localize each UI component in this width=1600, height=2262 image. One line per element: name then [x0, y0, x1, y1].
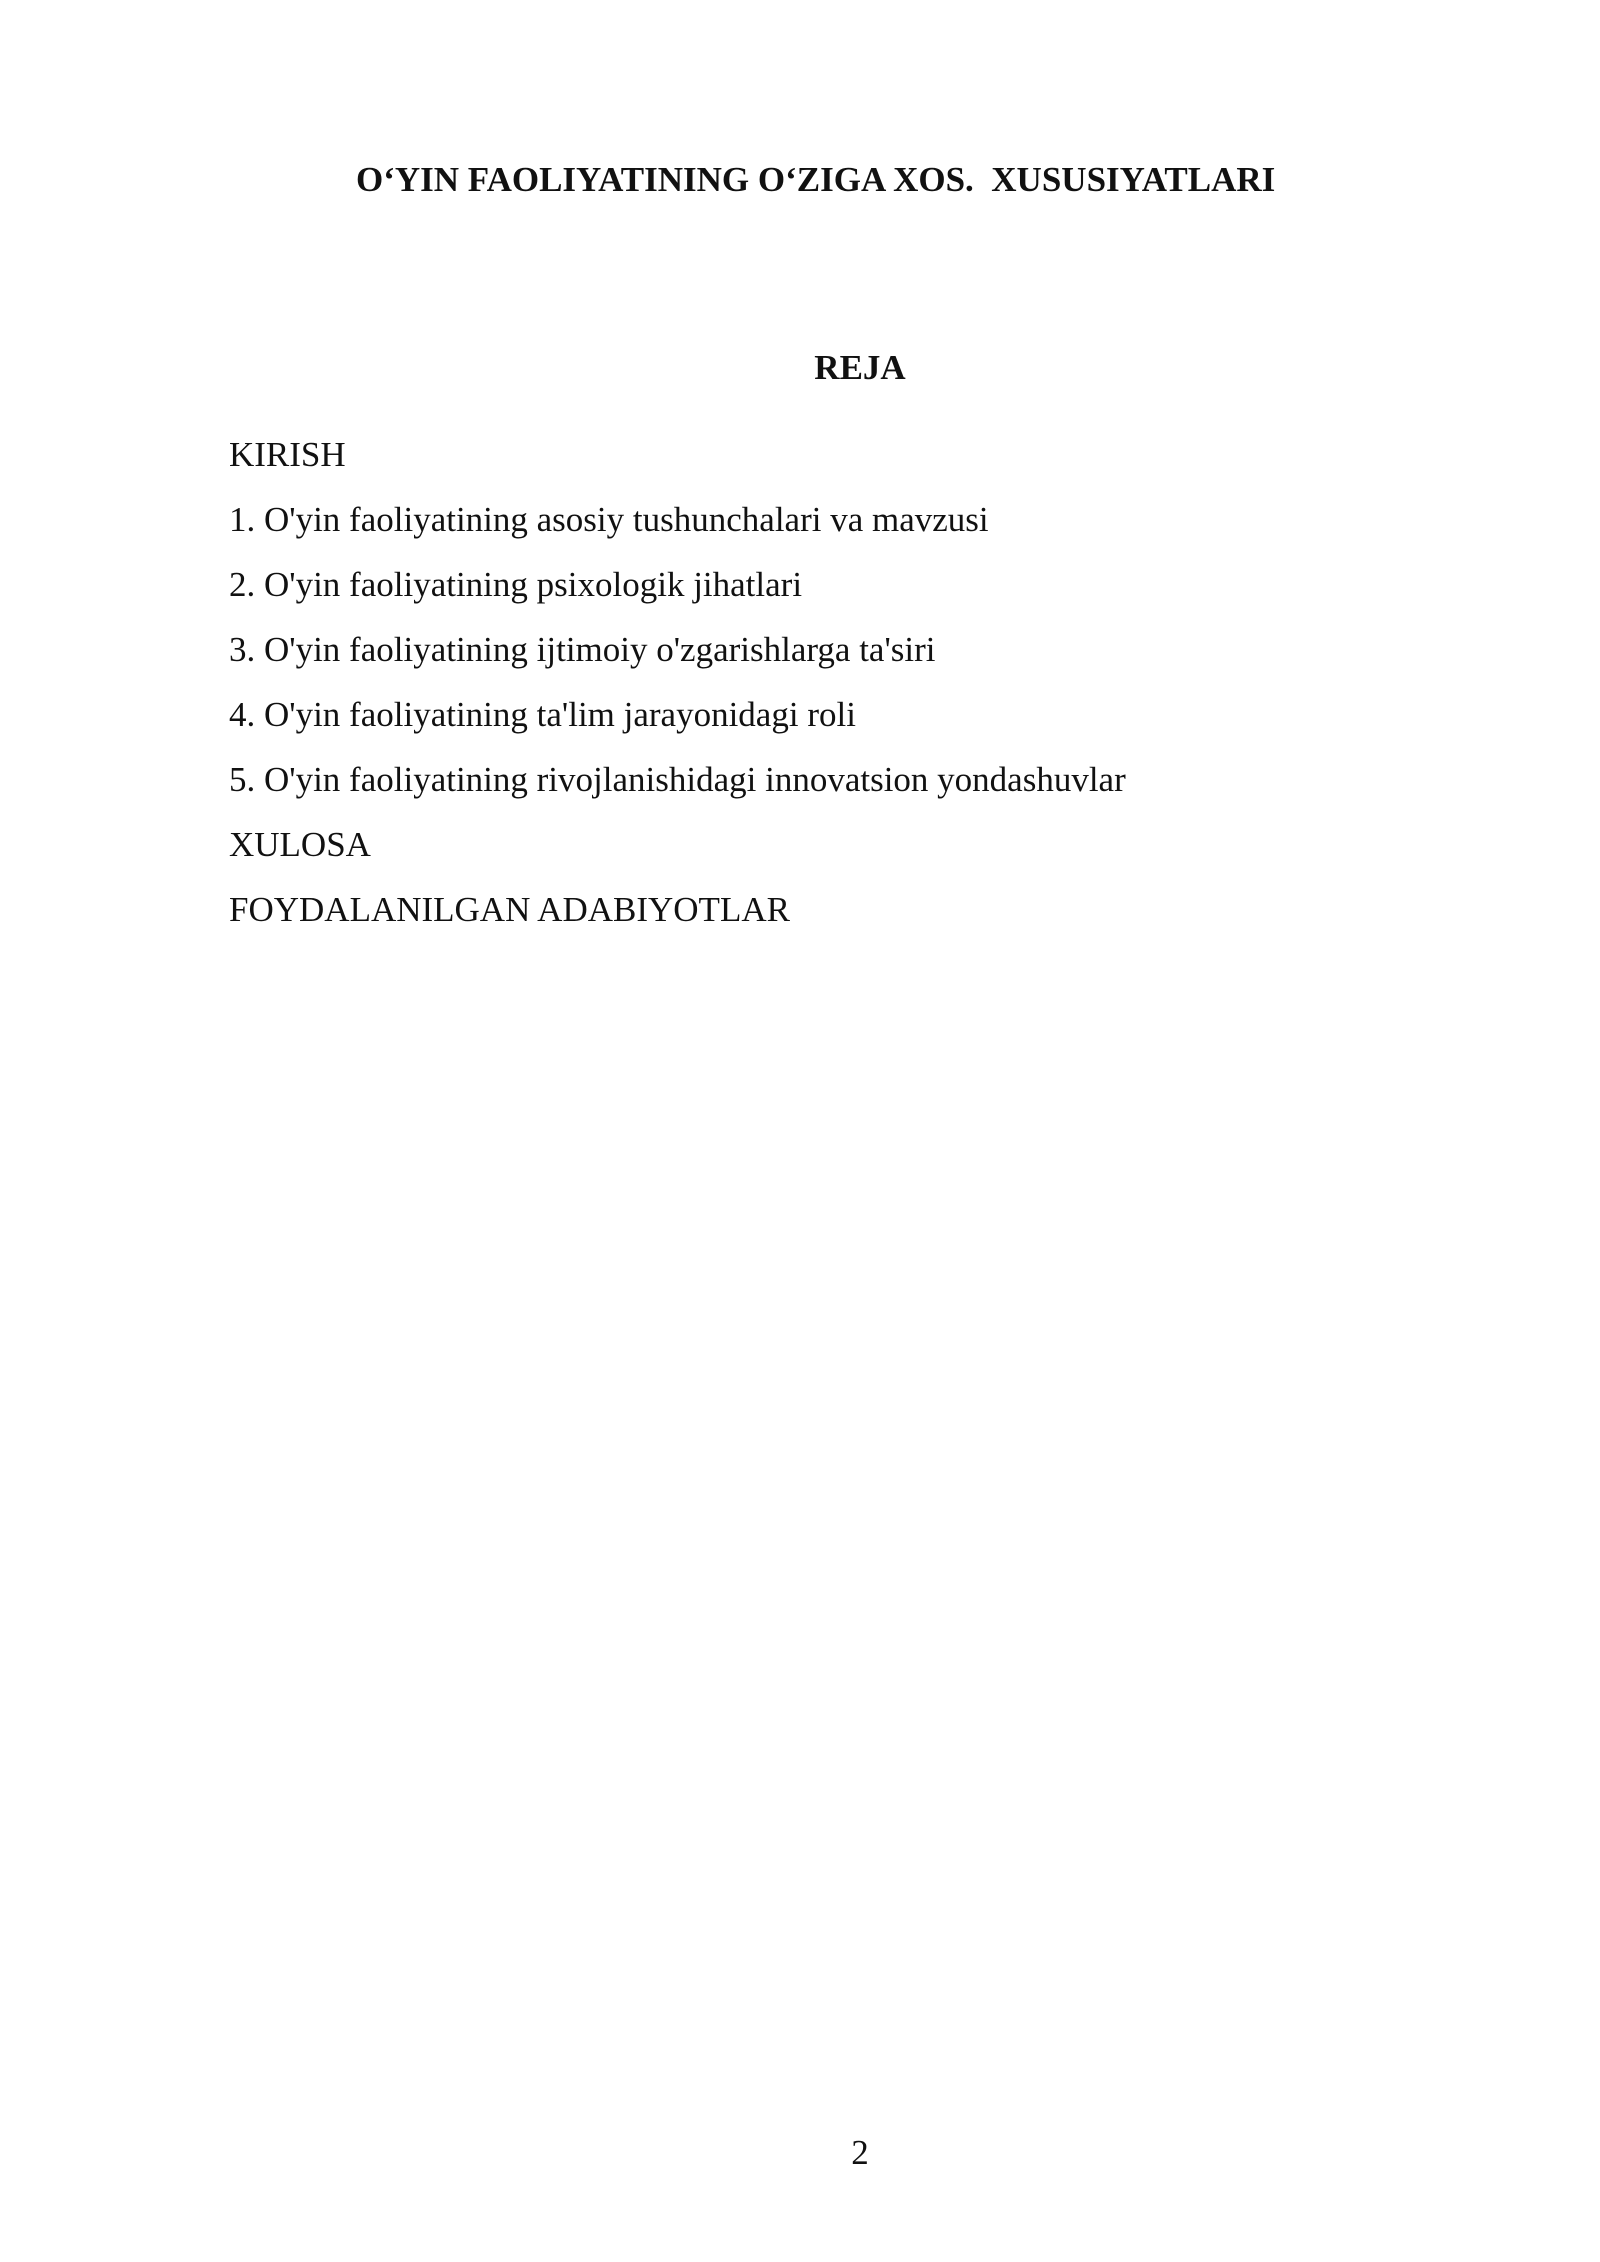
plan-item-4: 4. O'yin faoliyatining ta'lim jarayonidagi roli	[229, 695, 856, 734]
document-title: O‘YIN FAOLIYATINING O‘ZIGA XOS. XUSUSIYATLARI	[356, 160, 1276, 199]
plan-item-3: 3. O'yin faoliyatining ijtimoiy o'zgarishlarga ta'siri	[229, 630, 936, 669]
page-number: 2	[851, 2133, 869, 2172]
plan-item-references: FOYDALANILGAN ADABIYOTLAR	[229, 890, 790, 929]
plan-list	[229, 422, 1126, 942]
plan-item-2: 2. O'yin faoliyatining psixologik jihatlari	[229, 565, 803, 604]
plan-item-conclusion: XULOSA	[229, 825, 371, 864]
plan-item-intro: KIRISH	[229, 435, 346, 474]
plan-item-5: 5. O'yin faoliyatining rivojlanishidagi innovatsion yondashuvlar	[229, 760, 1126, 799]
plan-item-1: 1. O'yin faoliyatining asosiy tushunchalari va mavzusi	[229, 500, 989, 539]
plan-heading: REJA	[814, 348, 906, 387]
